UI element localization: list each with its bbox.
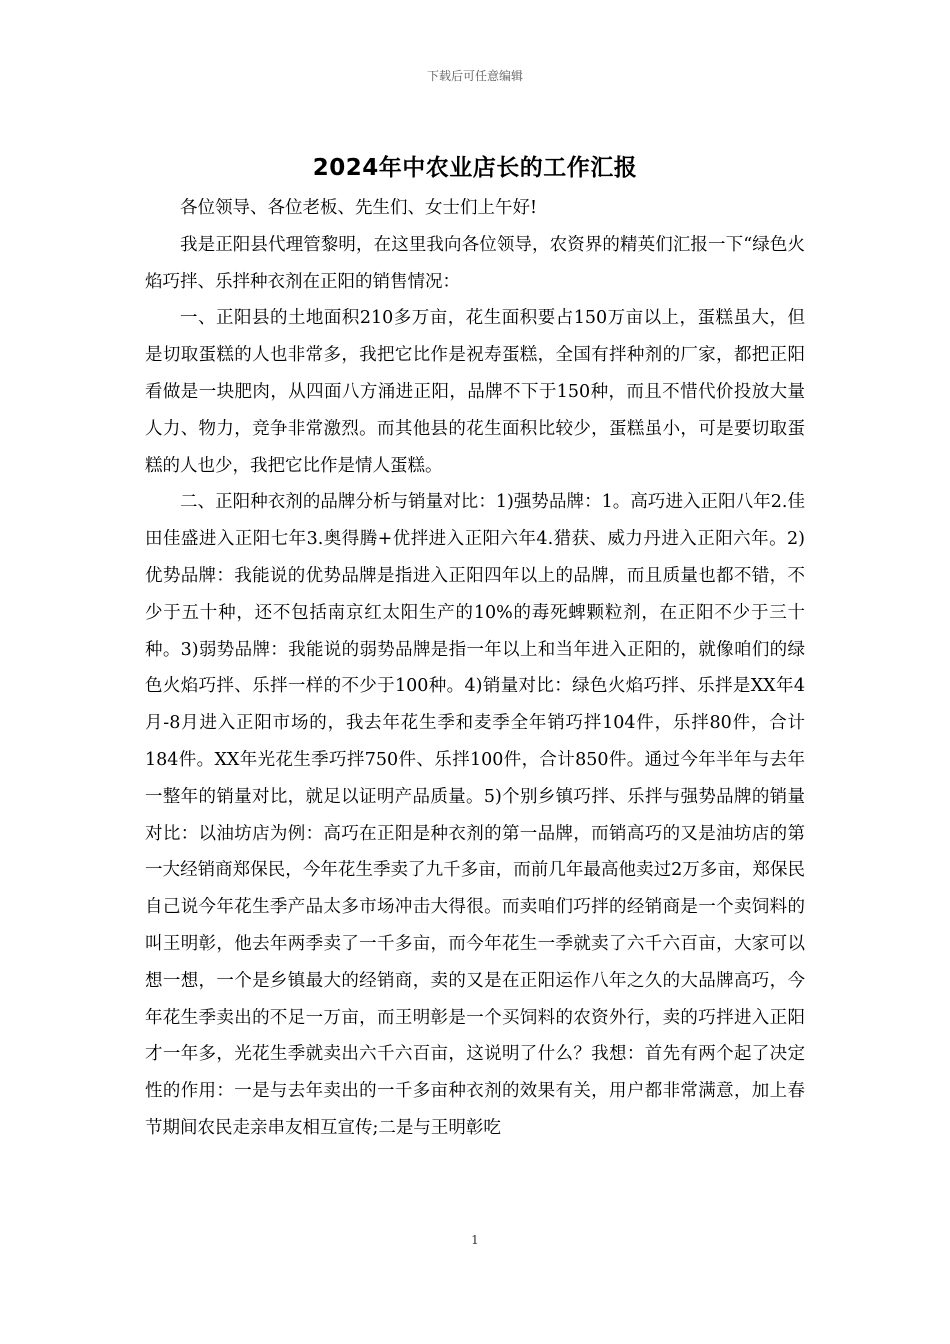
paragraph-section-one: 一、正阳县的土地面积210多万亩，花生面积要占150万亩以上，蛋糕虽大，但是切取蛋糕的人也非常多，我把它比作是祝寿蛋糕，全国有拌种剂的厂家，都把正阳看做是一块肥肉，从四面八方涌进正阳，品牌不下于150种，而且不惜代价投放大量人力、物力，竞争非常激烈。而其他县的花生面积比较少，蛋糕虽小，可是要切取蛋糕的人也少，我把它比作是情人蛋糕。 [145, 308, 805, 476]
document-body [145, 150, 805, 1147]
page-number: 1 [471, 1233, 479, 1247]
document-title: 2024年中农业店长的工作汇报 [312, 155, 638, 181]
paragraph-section-two: 二、正阳种衣剂的品牌分析与销量对比：1)强势品牌：1。高巧进入正阳八年2.佳田佳盛进入正阳七年3.奥得腾+优拌进入正阳六年4.猎获、威力丹进入正阳六年。2)优势品牌：我能说的优势品牌是指进入正阳四年以上的品牌，而且质量也都不错，不少于五十种，还不包括南京红太阳生产的10%的毒死蜱颗粒剂，在正阳不少于三十种。3)弱势品牌：我能说的弱势品牌是指一年以上和当年进入正阳的，就像咱们的绿色火焰巧拌、乐拌一样的不少于100种。4)销量对比：绿色火焰巧拌、乐拌是XX年4月-8月进入正阳市场的，我去年花生季和麦季全年销巧拌104件，乐拌80件，合计184件。XX年光花生季巧拌750件、乐拌100件，合计850件。通过今年半年与去年一整年的销量对比，就足以证明产品质量。5)个别乡镇巧拌、乐拌与强势品牌的销量对比：以油坊店为例：高巧在正阳是种衣剂的第一品牌，而销高巧的又是油坊店的第一大经销商郑保民，今年花生季卖了九千多亩，而前几年最高他卖过2万多亩，郑保民自己说今年花生季产品太多市场冲击大得很。而卖咱们巧拌的经销商是一个卖饲料的叫王明彰，他去年两季卖了一千多亩，而今年花生一季就卖了六千六百亩，大家可以想一想，一个是乡镇最大的经销商，卖的又是在正阳运作八年之久的大品牌高巧，今年花生季卖出的不足一万亩，而王明彰是一个买饲料的农资外行，卖的巧拌进入正阳才一年多，光花生季就卖出六千六百亩，这说明了什么？我想：首先有两个起了决定性的作用：一是与去年卖出的一千多亩种衣剂的效果有关，用户都非常满意，加上春节期间农民走亲串友相互宣传;二是与王明彰吃 [145, 492, 805, 1138]
page-header-note: 下载后可任意编辑 [426, 69, 523, 83]
paragraph-intro: 我是正阳县代理管黎明，在这里我向各位领导，农资界的精英们汇报一下“绿色火焰巧拌、乐拌种衣剂在正阳的销售情况： [145, 234, 805, 292]
paragraph-greeting: 各位领导、各位老板、先生们、女士们上午好! [180, 198, 538, 218]
